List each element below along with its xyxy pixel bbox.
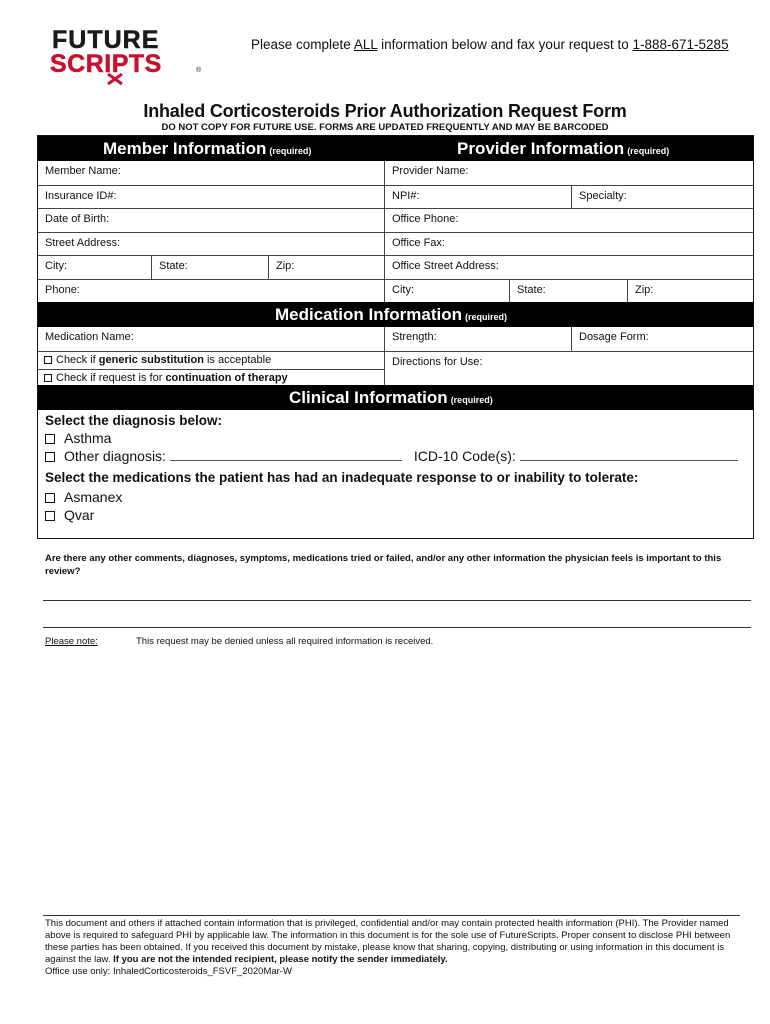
dosage-form-field[interactable]: Dosage Form: [571, 327, 753, 351]
provider-state-field[interactable]: State: [509, 280, 627, 303]
icd-code-input[interactable] [520, 460, 738, 461]
member-zip-field[interactable]: Zip: [268, 256, 384, 279]
fax-instructions: Please complete ALL information below and fax your request to 1-888-671-5285 [251, 37, 729, 52]
member-info-heading: Member Information (required) [103, 139, 312, 158]
member-state-field[interactable]: State: [151, 256, 268, 279]
office-phone-field[interactable]: Office Phone: [384, 209, 753, 232]
confidentiality-warning: If you are not the intended recipient, please notify the sender immediately. [113, 954, 448, 965]
futurescripts-logo [50, 26, 202, 86]
clinical-info-heading: Clinical Information (required) [289, 387, 493, 407]
fax-number: 1-888-671-5285 [632, 37, 729, 52]
office-fax-field[interactable]: Office Fax: [384, 233, 753, 256]
medication-name-field[interactable]: Medication Name: [45, 331, 134, 343]
confidentiality-text: This document and others if attached contain information that is privileged, confidential and/or may contain protected health information (PHI). The Provider named above is required to safeguard PHI by applicable law. The information in this document is for the sole use of FutureScripts. Proper consent to disclose PHI between these parties has been obtained. If you received this document by mistake, please know that sharing, copying, distributing or using information in this document is against the law. [45, 918, 731, 965]
checkbox-icon[interactable] [45, 452, 55, 462]
medications-prompt: Select the medications the patient has had an inadequate response to or inability to tolerate: [45, 469, 639, 485]
comments-question: Are there any other comments, diagnoses, symptoms, medications tried or failed, and/or any other information the physician feels is important to this review? [45, 553, 722, 577]
office-street-address-field[interactable]: Office Street Address: [384, 256, 753, 279]
qvar-option[interactable]: Qvar [45, 507, 753, 523]
medication-options-row [38, 351, 753, 385]
checkbox-icon[interactable] [44, 356, 52, 364]
asmanex-option[interactable]: Asmanex [45, 489, 753, 505]
logo-future-text: FUTURE [52, 26, 160, 54]
provider-city-field[interactable]: City: [384, 280, 509, 303]
diagnosis-prompt: Select the diagnosis below: [45, 412, 223, 428]
street-address-field[interactable]: Street Address: [45, 236, 121, 249]
dob-field[interactable]: Date of Birth: [45, 213, 110, 225]
form-subtitle: DO NOT COPY FOR FUTURE USE. FORMS ARE UPDATED FREQUENTLY AND MAY BE BARCODED [161, 122, 609, 133]
logo-registered-mark: ® [196, 67, 202, 74]
npi-field[interactable]: NPI#: [384, 186, 571, 209]
insurance-id-field[interactable]: Insurance ID#: [45, 189, 117, 202]
comments-input-line[interactable] [43, 600, 751, 601]
medication-info-heading: Medication Information (required) [275, 305, 508, 324]
form-row [38, 327, 753, 351]
form-row [38, 208, 753, 232]
provider-info-heading: Provider Information (required) [457, 139, 670, 158]
checkbox-icon[interactable] [45, 493, 55, 503]
checkbox-icon[interactable] [44, 374, 52, 382]
member-name-field[interactable]: Member Name: [45, 165, 121, 177]
request-form [37, 135, 754, 539]
checkbox-icon[interactable] [45, 434, 55, 444]
member-city-field[interactable]: City: [45, 260, 67, 272]
directions-for-use-field[interactable]: Directions for Use: [384, 352, 753, 385]
provider-name-field[interactable]: Provider Name: [384, 161, 753, 185]
continuation-therapy-option[interactable]: Check if request is for continuation of therapy [38, 369, 384, 386]
form-title: Inhaled Corticosteroids Prior Authorization Request Form [143, 101, 627, 121]
please-note-label: Please note: [45, 636, 98, 647]
logo-scripts-text: SCRIPTS [50, 50, 162, 78]
member-provider-header [38, 136, 753, 161]
strength-field[interactable]: Strength: [384, 327, 571, 351]
medication-header [38, 302, 753, 327]
form-row [38, 185, 753, 209]
generic-substitution-option[interactable]: Check if generic substitution is acceptable [38, 352, 384, 369]
footer-divider [43, 915, 740, 916]
clinical-header [38, 385, 753, 410]
provider-zip-field[interactable]: Zip: [627, 280, 753, 303]
please-note-text: This request may be denied unless all required information is received. [136, 636, 434, 647]
office-use-code: Office use only: InhaledCorticosteroids_FSVF_2020Mar-W [45, 966, 292, 977]
other-diagnosis-input[interactable] [170, 460, 402, 461]
asthma-option[interactable]: Asthma [45, 430, 753, 446]
checkbox-icon[interactable] [45, 511, 55, 521]
form-row [38, 232, 753, 256]
confidentiality-footer [45, 918, 745, 978]
specialty-field[interactable]: Specialty: [571, 186, 753, 209]
form-row [38, 255, 753, 279]
other-diagnosis-option[interactable]: Other diagnosis: ICD-10 Code(s): [45, 448, 753, 464]
form-row [38, 279, 753, 303]
clinical-section [38, 410, 753, 538]
icd-label: ICD-10 Code(s): [413, 447, 516, 464]
form-row [38, 161, 753, 185]
comments-input-line[interactable] [43, 627, 751, 628]
medication-checkboxes [38, 352, 384, 385]
member-phone-field[interactable]: Phone: [45, 283, 80, 296]
